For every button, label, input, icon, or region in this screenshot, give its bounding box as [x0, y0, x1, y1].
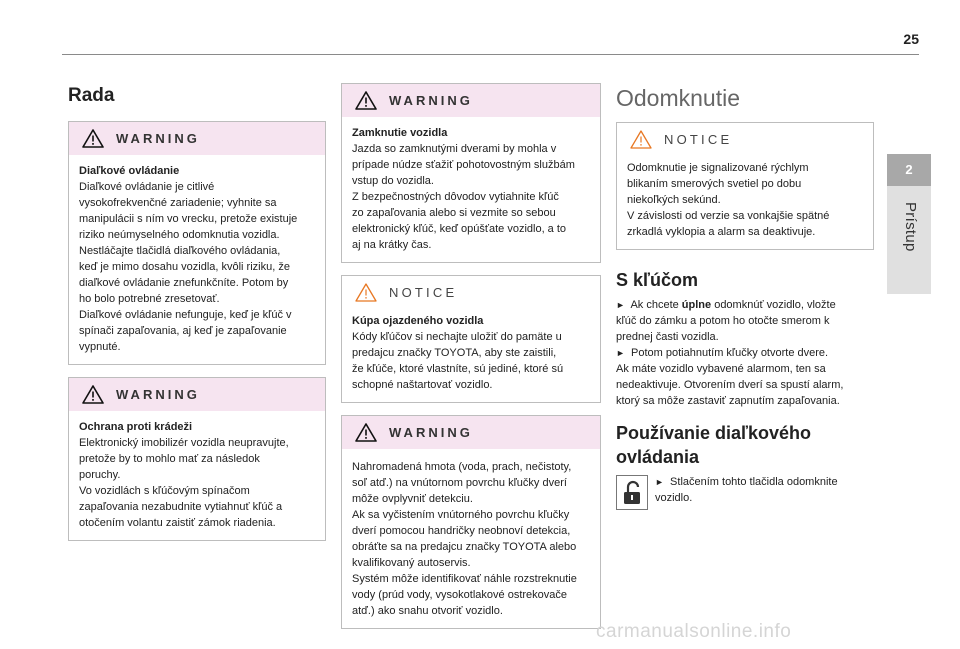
- line: zrkadlá vyklopia a alarm sa deaktivuje.: [627, 226, 816, 238]
- line: nedeaktivuje. Otvorením dverí sa spustí alarm,: [616, 379, 844, 391]
- chapter-label: Prístup: [902, 202, 919, 252]
- line: otočením volantu zaistiť zámok riadenia.: [79, 517, 276, 529]
- remote-text: [655, 474, 838, 506]
- warning-body: [69, 155, 325, 364]
- line: riziko neúmyselného odomknutia vozidla.: [79, 229, 280, 241]
- line: Kódy kľúčov si nechajte uložiť do pamäte u: [352, 331, 562, 343]
- line: zo zapaľovania alebo si vezmite so sebou: [352, 207, 556, 219]
- line: soľ atď.) na vnútornom povrchu kľučky dverí: [352, 477, 567, 489]
- line: obráťte sa na predajcu značky TOYOTA alebo: [352, 541, 577, 553]
- line: kľúč do zámku a potom ho otočte smerom k: [616, 315, 830, 327]
- line: poruchy.: [79, 469, 121, 481]
- section-heading-rada: Rada: [68, 85, 115, 106]
- notice-body: [617, 156, 873, 249]
- line: Elektronický imobilizér vozidla neupravujte,: [79, 437, 289, 449]
- arrow-icon: ►: [616, 348, 625, 358]
- line: Nahromadená hmota (voda, prach, nečistoty,: [352, 461, 572, 473]
- subheading-line: ovládania: [616, 447, 700, 467]
- warning-body: [342, 117, 600, 262]
- line: Odomknutie je signalizované rýchlym: [627, 162, 809, 174]
- warning-box-theft: [68, 377, 326, 541]
- line: niekoľkých sekúnd.: [627, 194, 721, 206]
- warning-header: [69, 378, 325, 411]
- notice-triangle-icon: [355, 283, 377, 302]
- line: kvalifikovaný autoservis.: [352, 557, 471, 569]
- warning-triangle-icon: [82, 385, 104, 404]
- line: manipulácii s ním vo vrecku, pretože existuje: [79, 213, 298, 225]
- notice-header: [617, 123, 873, 156]
- warning-subtitle: Zamknutie vozidla: [352, 127, 448, 139]
- notice-body: [342, 309, 600, 402]
- watermark: carmanualsonline.info: [596, 621, 792, 642]
- warning-triangle-icon: [82, 129, 104, 148]
- line: [616, 297, 874, 313]
- warning-body: [69, 411, 325, 540]
- warning-subtitle: Ochrana proti krádeži: [79, 421, 193, 433]
- warning-box-door-handle: [341, 415, 601, 629]
- warning-body: [342, 449, 600, 628]
- line: dverí pomocou handričky neobnoví detekcia,: [352, 525, 571, 537]
- line: spínači zapaľovania, aj keď je zapaľovanie: [79, 325, 287, 337]
- notice-title: NOTICE: [389, 285, 458, 300]
- arrow-icon: ►: [616, 300, 625, 310]
- line: vozidlo.: [655, 492, 693, 504]
- warning-triangle-icon: [355, 91, 377, 110]
- line: Ak máte vozidlo vybavené alarmom, ten sa: [616, 363, 826, 375]
- line: elektronický kľúč, keď opúšťate vozidlo, a to: [352, 223, 567, 235]
- line: vysokofrekvenčné zariadenie; vyhnite sa: [79, 197, 277, 209]
- notice-box-used-vehicle: [341, 275, 601, 403]
- notice-box-unlocking: [616, 122, 874, 250]
- line: Z bezpečnostných dôvodov vytiahnite kľúč: [352, 191, 559, 203]
- notice-triangle-icon: [630, 130, 652, 149]
- notice-subtitle: Kúpa ojazdeného vozidla: [352, 315, 484, 327]
- line: ktorý sa môže zastaviť zapnutím zapaľovania.: [616, 395, 840, 407]
- notice-title: NOTICE: [664, 132, 733, 147]
- top-divider: [62, 54, 919, 55]
- middle-column: [341, 83, 601, 629]
- line: ho bolo potrebné zresetovať.: [79, 293, 220, 305]
- subheading-with-key: S kľúčom: [616, 270, 698, 290]
- warning-title: WARNING: [116, 131, 200, 146]
- text: Stlačením tohto tlačidla odomknite: [670, 476, 838, 488]
- warning-header: [342, 416, 600, 449]
- line: [655, 474, 838, 490]
- warning-triangle-icon: [355, 423, 377, 442]
- warning-subtitle: Diaľkové ovládanie: [79, 165, 180, 177]
- line: Nestláčajte tlačidlá diaľkového ovládania,: [79, 245, 281, 257]
- subheading-remote-control: [616, 421, 874, 469]
- arrow-icon: ►: [655, 477, 664, 487]
- line: pretože by to mohlo mať za následok: [79, 453, 260, 465]
- line: Diaľkové ovládanie nefunguje, keď je kľúč v: [79, 309, 292, 321]
- line: vypnuté.: [79, 341, 121, 353]
- line: [616, 345, 874, 361]
- line: aj na krátky čas.: [352, 239, 432, 251]
- line: Ak sa vyčistením vnútorného povrchu kľučky: [352, 509, 570, 521]
- warning-title: WARNING: [389, 93, 473, 108]
- text: Ak chcete: [630, 299, 682, 311]
- line: schopné naštartovať vozidlo.: [352, 379, 493, 391]
- unlock-icon: [616, 475, 648, 510]
- subheading-line: Používanie diaľkového: [616, 423, 811, 443]
- section-heading-unlocking: Odomknutie: [616, 85, 741, 111]
- warning-header: [342, 84, 600, 117]
- line: môže ovplyvniť detekciu.: [352, 493, 473, 505]
- line: blikaním smerových svetiel po dobu: [627, 178, 802, 190]
- line: atď.) ako snahu otvoriť vozidlo.: [352, 605, 503, 617]
- line: predajcu značky TOYOTA, aby ste zaistili,: [352, 347, 557, 359]
- line: Systém môže identifikovať náhle rozstreknutie: [352, 573, 577, 585]
- left-column: [68, 60, 326, 541]
- warning-title: WARNING: [389, 425, 473, 440]
- line: zapaľovania nezabudnite vytiahnuť kľúč a: [79, 501, 283, 513]
- page-number: 25: [903, 31, 919, 47]
- line: diaľkové ovládanie znefunkčníte. Potom by: [79, 277, 289, 289]
- line: keď je mimo dosahu vozidla, kvôli riziku, že: [79, 261, 290, 273]
- notice-header: [342, 276, 600, 309]
- line: že kľúče, ktoré vlastníte, sú jediné, ktoré sú: [352, 363, 564, 375]
- text: odomknúť vozidlo, vložte: [711, 299, 836, 311]
- line: vody (prúd vody, vysokotlakové ostrekovače: [352, 589, 568, 601]
- chapter-tab[interactable]: 2: [887, 154, 931, 186]
- line: prípade núdze sťažiť pohotovostným službám: [352, 159, 575, 171]
- line: V závislosti od verzie sa vonkajšie spätné: [627, 210, 830, 222]
- warning-header: [69, 122, 325, 155]
- line: Vo vozidlách s kľúčovým spínačom: [79, 485, 250, 497]
- right-column: [616, 60, 874, 510]
- key-instructions: [616, 297, 874, 409]
- remote-instructions: [616, 475, 874, 510]
- warning-title: WARNING: [116, 387, 200, 402]
- line: prednej časti vozidla.: [616, 331, 719, 343]
- text: Potom potiahnutím kľučky otvorte dvere.: [631, 347, 829, 359]
- line: Diaľkové ovládanie je citlivé: [79, 181, 215, 193]
- emphasis: úplne: [681, 299, 712, 311]
- line: vstup do vozidla.: [352, 175, 434, 187]
- warning-box-locking: [341, 83, 601, 263]
- warning-box-remote: [68, 121, 326, 365]
- line: Jazda so zamknutými dverami by mohla v: [352, 143, 557, 155]
